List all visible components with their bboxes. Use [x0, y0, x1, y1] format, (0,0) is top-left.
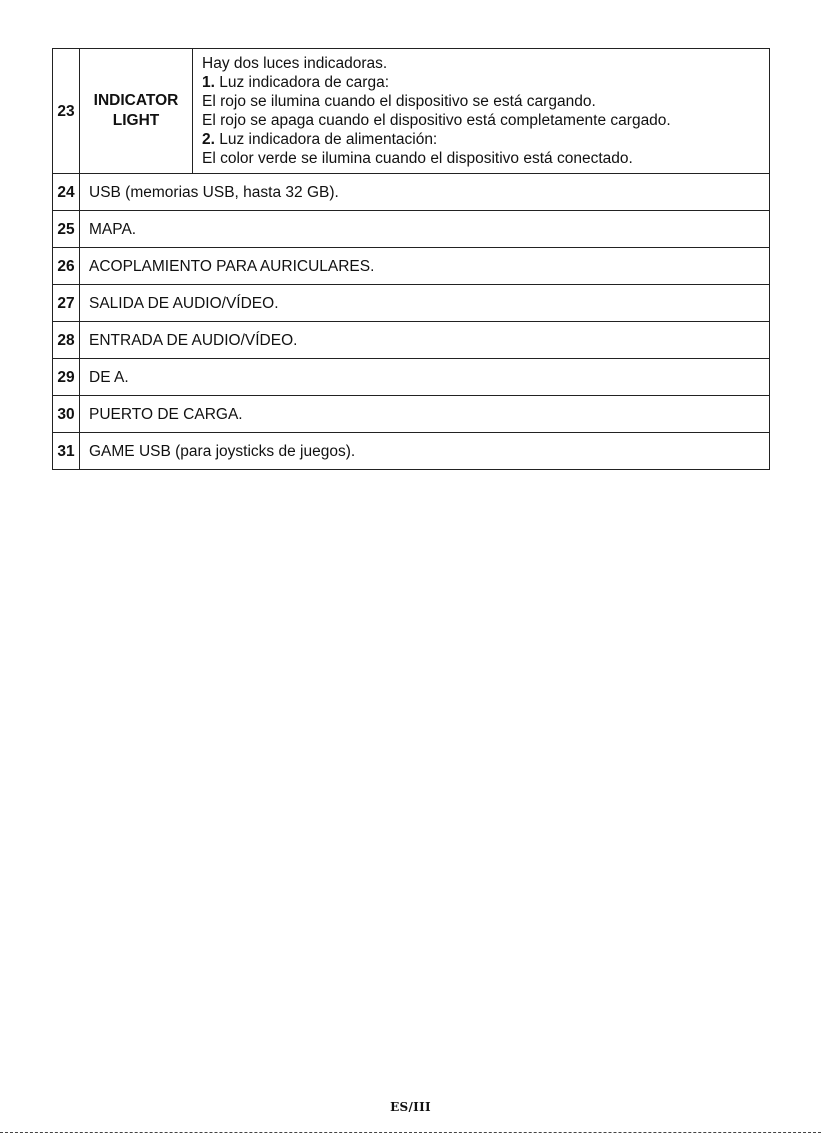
list-text: Luz indicadora de carga:	[214, 74, 389, 91]
row-description: ENTRADA DE AUDIO/VÍDEO.	[80, 322, 770, 359]
row-number: 24	[53, 174, 80, 211]
row-number: 28	[53, 322, 80, 359]
row-number: 23	[53, 49, 80, 174]
label-line: INDICATOR	[93, 92, 179, 109]
label-line: LIGHT	[112, 112, 160, 129]
description-line	[202, 73, 760, 92]
page-number: ES/III	[390, 1100, 431, 1114]
row-description: USB (memorias USB, hasta 32 GB).	[80, 174, 770, 211]
bottom-divider	[0, 1132, 821, 1133]
description-line: El color verde se ilumina cuando el dispositivo está conectado.	[202, 150, 633, 167]
row-description: MAPA.	[80, 211, 770, 248]
spec-table	[52, 48, 770, 470]
row-number: 30	[53, 396, 80, 433]
table-row	[53, 248, 770, 285]
row-number: 25	[53, 211, 80, 248]
row-number: 26	[53, 248, 80, 285]
table-row	[53, 396, 770, 433]
list-number: 2.	[202, 131, 215, 148]
description-line: El rojo se apaga cuando el dispositivo está completamente cargado.	[202, 112, 671, 129]
description-line	[202, 130, 760, 149]
description-line: El rojo se ilumina cuando el dispositivo se está cargando.	[202, 93, 596, 110]
row-description: PUERTO DE CARGA.	[80, 396, 770, 433]
row-description: SALIDA DE AUDIO/VÍDEO.	[80, 285, 770, 322]
table-row	[53, 322, 770, 359]
table-row	[53, 285, 770, 322]
row-number: 29	[53, 359, 80, 396]
row-description	[193, 49, 770, 174]
list-number: 1.	[202, 74, 215, 91]
table-row	[53, 359, 770, 396]
row-description: ACOPLAMIENTO PARA AURICULARES.	[80, 248, 770, 285]
list-text: Luz indicadora de alimentación:	[214, 131, 438, 148]
row-label	[80, 49, 193, 174]
row-description: GAME USB (para joysticks de juegos).	[80, 433, 770, 470]
row-number: 31	[53, 433, 80, 470]
table-row	[53, 49, 770, 174]
row-number: 27	[53, 285, 80, 322]
table-row	[53, 211, 770, 248]
row-description: DE A.	[80, 359, 770, 396]
description-line: Hay dos luces indicadoras.	[202, 55, 388, 72]
table-row	[53, 174, 770, 211]
table-row	[53, 433, 770, 470]
